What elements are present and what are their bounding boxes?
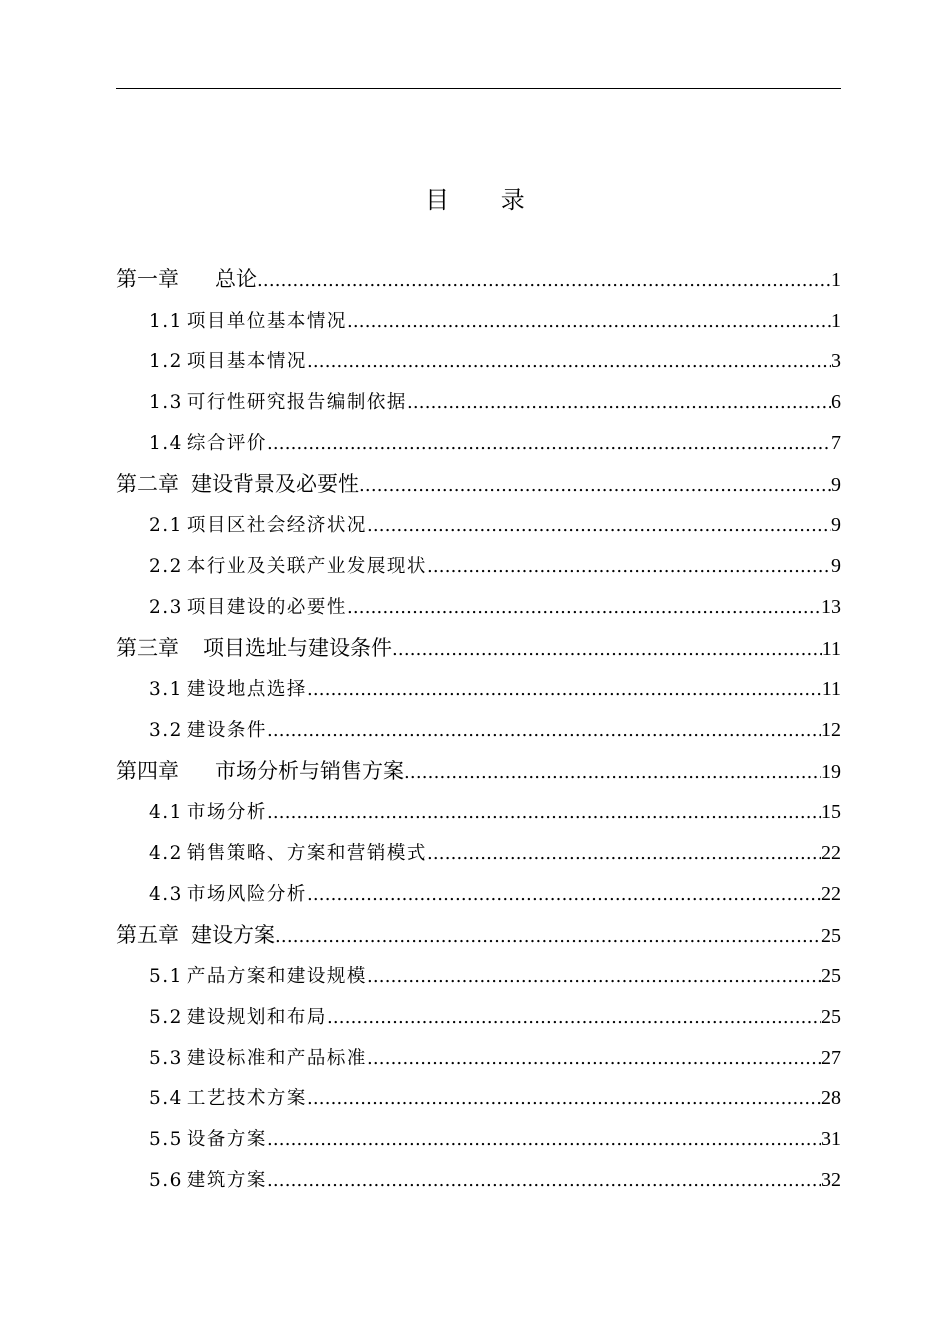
toc-page-number: 15 — [821, 801, 841, 824]
dot-leader — [367, 961, 821, 993]
toc-page-number: 31 — [821, 1128, 841, 1151]
dot-leader — [392, 634, 822, 666]
toc-entry-title: 设备方案 — [186, 1129, 267, 1151]
toc-entry-title: 可行性研究报告编制依据 — [186, 392, 407, 414]
toc-section-entry[interactable] — [116, 1123, 841, 1164]
toc-entry-title: 销售策略、方案和营销模式 — [186, 842, 427, 864]
toc-section-entry[interactable] — [116, 305, 841, 346]
toc-page-number: 22 — [821, 841, 841, 864]
toc-entry-title: 建设规划和布局 — [186, 1006, 327, 1028]
toc-entry-number: 2.1 — [149, 515, 183, 537]
toc-page-number: 13 — [821, 595, 841, 618]
dot-leader — [427, 551, 831, 583]
dot-leader — [427, 838, 821, 870]
toc-page-number: 25 — [821, 965, 841, 988]
dot-leader — [307, 674, 822, 706]
toc-page-number: 9 — [831, 554, 841, 577]
toc-section-entry[interactable] — [116, 427, 841, 468]
toc-entry-title: 项目选址与建设条件 — [203, 635, 392, 660]
dot-leader — [367, 1043, 821, 1075]
dot-leader — [407, 387, 831, 419]
toc-page-number: 7 — [831, 431, 841, 454]
toc-entry-title: 市场风险分析 — [186, 883, 307, 905]
toc-page-number: 1 — [831, 309, 841, 332]
toc-entry-title: 项目单位基本情况 — [186, 310, 347, 332]
toc-chapter-entry[interactable] — [116, 468, 841, 510]
toc-entry-number: 4.2 — [149, 842, 183, 864]
toc-section-entry[interactable] — [116, 960, 841, 1001]
dot-leader — [267, 1124, 821, 1156]
toc-section-entry[interactable] — [116, 1001, 841, 1042]
toc-entry-number: 第五章 — [116, 922, 179, 947]
dot-leader — [327, 1002, 821, 1034]
toc-entry-number: 2.2 — [149, 555, 183, 577]
toc-page-number: 9 — [831, 473, 841, 496]
dot-leader — [267, 428, 831, 460]
toc-chapter-entry[interactable] — [116, 632, 841, 674]
dot-leader — [267, 1165, 821, 1197]
toc-section-entry[interactable] — [116, 386, 841, 427]
dot-leader — [367, 510, 831, 542]
toc-chapter-entry[interactable] — [116, 755, 841, 797]
toc-entry-title: 总论 — [215, 267, 257, 291]
toc-page-number: 28 — [821, 1087, 841, 1110]
toc-page-number: 3 — [831, 350, 841, 373]
toc-entry-title: 建设条件 — [186, 719, 267, 741]
toc-entry-number: 第一章 — [116, 267, 179, 291]
toc-section-entry[interactable] — [116, 1042, 841, 1083]
toc-entry-number: 5.2 — [149, 1006, 183, 1028]
toc-entry-title: 项目基本情况 — [186, 351, 307, 373]
toc-entry-number: 5.6 — [149, 1170, 183, 1192]
toc-page-number: 11 — [821, 637, 841, 660]
toc-entry-title: 建设地点选择 — [186, 679, 307, 701]
toc-title: 目 录 — [425, 186, 547, 214]
dot-leader — [404, 757, 821, 789]
toc-section-entry[interactable] — [116, 714, 841, 755]
toc-page-number: 32 — [821, 1169, 841, 1192]
dot-leader — [307, 1083, 821, 1115]
dot-leader — [347, 592, 821, 624]
dot-leader — [359, 470, 831, 502]
toc-entry-title: 项目区社会经济状况 — [186, 515, 367, 537]
toc-section-entry[interactable] — [116, 796, 841, 837]
toc-section-entry[interactable] — [116, 509, 841, 550]
toc-entry-title: 建设标准和产品标准 — [186, 1047, 367, 1069]
toc-page-number: 12 — [821, 718, 841, 741]
toc-page-number: 27 — [821, 1046, 841, 1069]
toc-section-entry[interactable] — [116, 1082, 841, 1123]
dot-leader — [347, 306, 831, 338]
dot-leader — [307, 879, 821, 911]
toc-entry-number: 5.5 — [149, 1129, 183, 1151]
toc-page-number: 25 — [821, 924, 841, 947]
toc-chapter-entry[interactable] — [116, 263, 841, 305]
toc-page-number: 19 — [821, 760, 841, 783]
toc-section-entry[interactable] — [116, 878, 841, 919]
dot-leader — [257, 265, 831, 297]
toc-entry-title: 产品方案和建设规模 — [186, 966, 367, 988]
toc-entry-title: 项目建设的必要性 — [186, 596, 347, 618]
toc-entry-number: 3.2 — [149, 719, 183, 741]
toc-entry-title: 市场分析与销售方案 — [215, 758, 404, 783]
toc-section-entry[interactable] — [116, 837, 841, 878]
dot-leader — [267, 715, 821, 747]
toc-page-number: 1 — [831, 269, 841, 291]
toc-entry-number: 3.1 — [149, 679, 183, 701]
toc-entry-number: 5.1 — [149, 966, 183, 988]
toc-entry-number: 第二章 — [116, 471, 179, 496]
toc-entry-title: 建设方案 — [191, 922, 275, 947]
toc-section-entry[interactable] — [116, 673, 841, 714]
toc-entry-title: 市场分析 — [186, 802, 267, 824]
toc-section-entry[interactable] — [116, 550, 841, 591]
toc-entry-number: 第三章 — [116, 635, 179, 660]
toc-entry-title: 建设背景及必要性 — [191, 471, 359, 496]
toc-entry-title: 建筑方案 — [186, 1170, 267, 1192]
toc-entry-number: 1.4 — [149, 432, 183, 454]
dot-leader — [307, 346, 831, 378]
table-of-contents — [116, 263, 841, 1205]
toc-entry-title: 工艺技术方案 — [186, 1088, 307, 1110]
toc-entry-number: 2.3 — [149, 596, 183, 618]
dot-leader — [267, 797, 821, 829]
dot-leader — [275, 921, 821, 953]
toc-entry-number: 5.3 — [149, 1047, 183, 1069]
toc-entry-number: 1.2 — [149, 351, 183, 373]
toc-entry-number: 4.3 — [149, 883, 183, 905]
toc-page-number: 11 — [821, 678, 841, 701]
header-rule — [116, 88, 841, 89]
toc-entry-number: 4.1 — [149, 802, 183, 824]
toc-page-number: 22 — [821, 882, 841, 905]
toc-section-entry[interactable] — [116, 591, 841, 632]
toc-page-number: 25 — [821, 1005, 841, 1028]
toc-section-entry[interactable] — [116, 345, 841, 386]
toc-entry-title: 综合评价 — [186, 432, 267, 454]
toc-entry-number: 1.1 — [149, 310, 183, 332]
toc-entry-number: 1.3 — [149, 392, 183, 414]
toc-page-number: 9 — [831, 514, 841, 537]
toc-entry-title: 本行业及关联产业发展现状 — [186, 555, 427, 577]
toc-entry-number: 第四章 — [116, 758, 179, 783]
toc-chapter-entry[interactable] — [116, 919, 841, 961]
toc-page-number: 6 — [831, 391, 841, 414]
toc-entry-number: 5.4 — [149, 1088, 183, 1110]
toc-section-entry[interactable] — [116, 1164, 841, 1205]
